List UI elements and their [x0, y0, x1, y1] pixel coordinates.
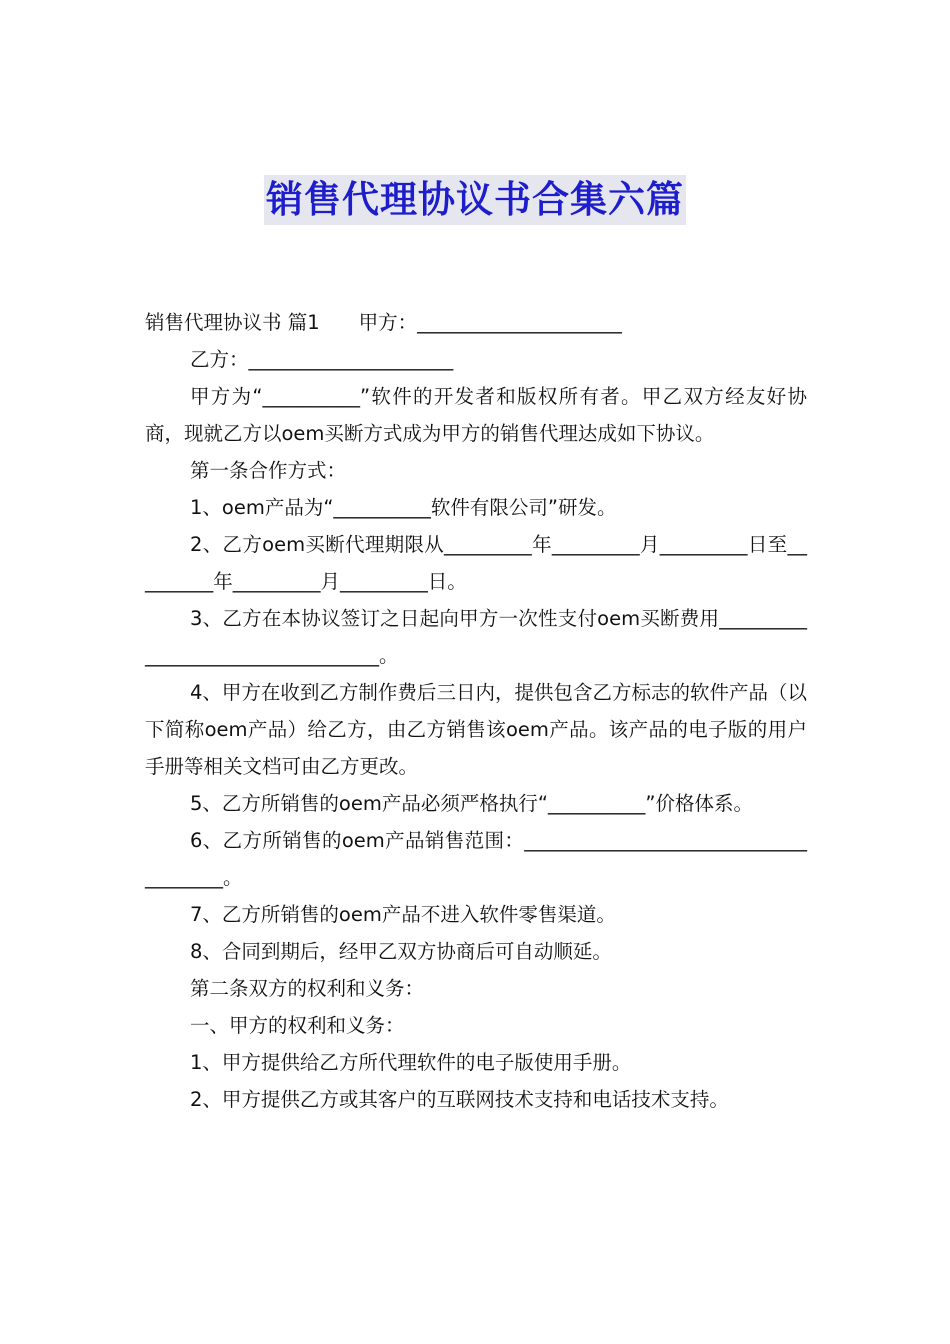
paragraph-15: 1、甲方提供给乙方所代理软件的电子版使用手册。 [190, 1051, 632, 1074]
document-title: 销售代理协议书合集六篇 [264, 175, 686, 225]
paragraph-9: 5、乙方所销售的oem产品必须严格执行“__________”价格体系。 [190, 792, 754, 815]
document-title-wrapper [0, 175, 950, 225]
paragraph-12: 8、合同到期后，经甲乙双方协商后可自动顺延。 [190, 940, 612, 963]
document-body [145, 304, 807, 1118]
paragraph-4: 第一条合作方式： [190, 459, 347, 482]
paragraph-10: 6、乙方所销售的oem产品销售范围：_____________________________________。 [145, 829, 807, 889]
paragraph-1: 销售代理协议书 篇1 甲方：_____________________ [145, 311, 622, 334]
paragraph-6: 2、乙方oem买断代理期限从_________年_________月_________日至_________年_________月_________日。 [145, 533, 807, 593]
paragraph-16: 2、甲方提供乙方或其客户的互联网技术支持和电话技术支持。 [190, 1088, 729, 1111]
paragraph-8: 4、甲方在收到乙方制作费后三日内，提供包含乙方标志的软件产品（以下简称oem产品）给乙方，由乙方销售该oem产品。该产品的电子版的用户手册等相关文档可由乙方更改。 [145, 681, 807, 778]
paragraph-13: 第二条双方的权利和义务： [190, 977, 425, 1000]
paragraph-2: 乙方：_____________________ [190, 348, 454, 371]
paragraph-5: 1、oem产品为“__________软件有限公司”研发。 [190, 496, 617, 519]
paragraph-7: 3、乙方在本协议签订之日起向甲方一次性支付oem买断费用_________________________________。 [145, 607, 807, 667]
paragraph-11: 7、乙方所销售的oem产品不进入软件零售渠道。 [190, 903, 616, 926]
paragraph-14: 一、甲方的权利和义务： [190, 1014, 405, 1037]
paragraph-3: 甲方为“__________”软件的开发者和版权所有者。甲乙双方经友好协商，现就乙方以oem买断方式成为甲方的销售代理达成如下协议。 [145, 385, 807, 445]
